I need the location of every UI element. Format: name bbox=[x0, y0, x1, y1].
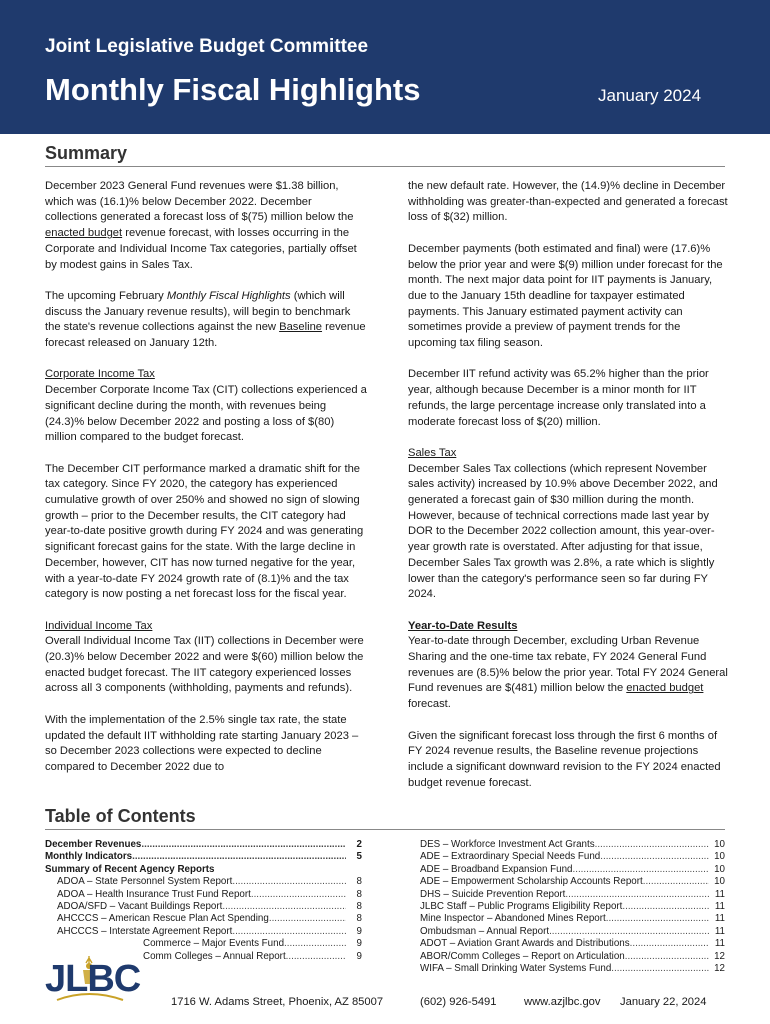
toc-entry-label: ADE – Empowerment Scholarship Accounts Report bbox=[420, 876, 643, 888]
summary-right-column bbox=[408, 179, 730, 791]
ytd-paragraph-2: Given the significant forecast loss through the first 6 months of FY 2024 revenue results, the Baseline revenue projections include a significant downward revision to the FY 2024 enacted budget revenue forecast. bbox=[408, 729, 721, 789]
page-title: Monthly Fiscal Highlights bbox=[45, 72, 421, 107]
toc-page-number: 10 bbox=[714, 876, 725, 888]
toc-page-number: 9 bbox=[356, 938, 362, 950]
toc-leader-dots bbox=[222, 901, 346, 913]
toc-page-number: 10 bbox=[714, 863, 725, 875]
toc-page-number: 10 bbox=[714, 851, 725, 863]
toc-page-number: 12 bbox=[714, 950, 725, 962]
toc-leader-dots bbox=[284, 938, 346, 950]
toc-entry-label: AHCCCS – American Rescue Plan Act Spending bbox=[57, 913, 269, 925]
toc-page-number: 11 bbox=[714, 888, 725, 900]
toc-left-column bbox=[45, 839, 362, 963]
toc-leader-dots bbox=[251, 889, 346, 901]
toc-entry-label: ADOA – Health Insurance Trust Fund Report bbox=[57, 888, 251, 900]
ytd-section: Year-to-Date Results Year-to-date through December, excluding Urban Revenue Sharing and the one-time tax rebate, FY 2024 General Fund revenues are (8.5)% below the prior year. Total FY 2024 General Fund revenues are $(481) million below the enacted budget forecast. bbox=[408, 619, 730, 713]
toc-entry-label: Mine Inspector – Abandoned Mines Report bbox=[420, 913, 606, 925]
toc-page-number: 11 bbox=[714, 938, 725, 950]
toc-entry-label: JLBC Staff – Public Programs Eligibility Report bbox=[420, 901, 623, 913]
toc-leader-dots bbox=[630, 938, 709, 950]
toc-entry[interactable] bbox=[420, 889, 725, 901]
toc-leader-dots bbox=[269, 913, 346, 925]
logo-text: JLBC bbox=[45, 958, 141, 1000]
toc-entry[interactable] bbox=[45, 839, 362, 851]
toc-divider bbox=[45, 829, 725, 830]
toc-page-number: 10 bbox=[714, 839, 725, 850]
toc-entry[interactable] bbox=[45, 926, 362, 938]
toc-entry-label: ADE – Extraordinary Special Needs Fund bbox=[420, 851, 601, 863]
withholding-paragraph: the new default rate. However, the (14.9)% decline in December withholding was greater-than-expected and generated a forecast loss of $(32) million. bbox=[408, 180, 728, 224]
ytd-heading: Year-to-Date Results bbox=[408, 619, 518, 632]
toc-entry[interactable] bbox=[45, 938, 362, 950]
toc-page-number: 9 bbox=[356, 950, 362, 962]
toc-right-column bbox=[420, 839, 725, 975]
toc-leader-dots bbox=[286, 951, 346, 963]
toc-leader-dots bbox=[622, 901, 709, 913]
toc-leader-dots bbox=[643, 876, 709, 888]
iit-heading: Individual Income Tax bbox=[45, 619, 153, 632]
baseline-link[interactable]: Baseline bbox=[279, 321, 323, 334]
sales-tax-heading: Sales Tax bbox=[408, 446, 457, 459]
toc-page-number: 11 bbox=[714, 913, 725, 925]
toc-page-number: 2 bbox=[356, 839, 362, 850]
toc-page-number: 11 bbox=[714, 901, 725, 913]
footer-date: January 22, 2024 bbox=[620, 996, 707, 1008]
toc-leader-dots bbox=[606, 913, 709, 925]
issue-date: January 2024 bbox=[598, 86, 702, 105]
toc-entry[interactable] bbox=[420, 938, 725, 950]
toc-entry-label: ABOR/Comm Colleges – Report on Articulation bbox=[420, 950, 625, 962]
summary-paragraph-1: December 2023 General Fund revenues were $1.38 billion, which was (16.1)% below December 2022. December collections generated a forecast loss of $(75) million below the enacted budget revenue forecast, with losses occurring in the Corporate and Individual Income Tax categories, partially offset by modest gains in Sales Tax. bbox=[45, 180, 357, 271]
ytd-enacted-budget-link[interactable]: enacted budget bbox=[626, 682, 704, 695]
toc-entry-label: DES – Workforce Investment Act Grants bbox=[420, 839, 595, 850]
toc-leader-dots bbox=[141, 839, 346, 851]
footer-address: 1716 W. Adams Street, Phoenix, AZ 85007 bbox=[171, 996, 384, 1008]
cit-heading: Corporate Income Tax bbox=[45, 368, 155, 381]
toc-entry-label: Ombudsman – Annual Report bbox=[420, 925, 550, 937]
toc-entry[interactable] bbox=[420, 926, 725, 938]
toc-entry-label: DHS – Suicide Prevention Report bbox=[420, 888, 566, 900]
toc-page-number: 5 bbox=[356, 851, 362, 863]
toc-leader-dots bbox=[611, 963, 709, 975]
toc-page-number: 8 bbox=[356, 901, 362, 913]
org-name: Joint Legislative Budget Committee bbox=[45, 36, 369, 57]
toc-entry-label: Monthly Indicators bbox=[45, 851, 133, 863]
cit-section: Corporate Income Tax December Corporate Income Tax (CIT) collections experienced a significant decline during the month, with revenues being (24.3)% below December 2022 and posting a loss of $(80) million compared to the budget forecast. bbox=[45, 368, 367, 444]
toc-page-number: 11 bbox=[714, 925, 725, 937]
toc-leader-dots bbox=[232, 876, 346, 888]
summary-left-column bbox=[45, 179, 367, 776]
toc-entry[interactable] bbox=[45, 889, 362, 901]
toc-entry[interactable] bbox=[45, 864, 362, 876]
toc-entry-label: Comm Colleges – Annual Report bbox=[143, 950, 286, 962]
toc-leader-dots bbox=[565, 889, 709, 901]
toc-page-number: 8 bbox=[356, 913, 362, 925]
toc-page-number: 8 bbox=[356, 876, 362, 888]
payments-paragraph: December payments (both estimated and final) were (17.6)% below the prior year and were $(9) million under forecast for the month. The next major data point for IIT payments is January, due to the January 15th deadline for taxpayer estimated payments. This January estimated payment activity can sometimes provide a preview of payment trends for the upcoming tax filing season. bbox=[408, 242, 723, 350]
toc-page-number: 12 bbox=[714, 963, 725, 975]
footer-phone: (602) 926-5491 bbox=[420, 996, 497, 1008]
toc-entry-label: AHCCCS – Interstate Agreement Report bbox=[57, 925, 233, 937]
toc-entry-label: ADOA – State Personnel System Report bbox=[57, 876, 233, 888]
toc-entry[interactable] bbox=[420, 963, 725, 975]
toc-entry[interactable] bbox=[420, 876, 725, 888]
summary-paragraph-2: The upcoming February Monthly Fiscal Highlights (which will discuss the January revenue results), will begin to benchmark the state's revenue collections against the new Baseline revenue forecast released on January 12th. bbox=[45, 289, 366, 350]
jlbc-logo bbox=[45, 954, 141, 1006]
cit-paragraph-2: The December CIT performance marked a dramatic shift for the tax category. Since FY 2020, the category has experienced cumulative growth of over 250% and showed no sign of slowing growth – prior to the December results, the CIT category had year-to-date positive growth during FY 2024 and was generating significant forecast gains for the state. With the large decline in December, however, CIT has now turned negative for the year, with a year-to-date FY 2024 growth rate of (8.1)% and the tax category is now posting a net forecast loss for the fiscal year. bbox=[45, 462, 364, 601]
toc-entry-label: Commerce – Major Events Fund bbox=[143, 938, 285, 950]
toc-leader-dots bbox=[625, 951, 709, 963]
toc-entry[interactable] bbox=[45, 901, 362, 913]
toc-page-number: 8 bbox=[356, 888, 362, 900]
toc-entry-label: ADE – Broadband Expansion Fund bbox=[420, 863, 573, 875]
toc-leader-dots bbox=[595, 839, 709, 851]
toc-entry[interactable] bbox=[45, 876, 362, 888]
toc-heading: Table of Contents bbox=[45, 806, 196, 826]
toc-page-number: 9 bbox=[356, 925, 362, 937]
header-banner bbox=[0, 0, 770, 134]
toc-leader-dots bbox=[573, 864, 710, 876]
sales-tax-section: Sales Tax December Sales Tax collections (which represent November sales activity) increased by 10.9% above December 2022, and generated a forecast gain of $30 million during the month. However, because of technical corrections made last year by DOR to the December 2022 collection amount, this year-over-year growth rate is overstated. After adjusting for that issue, December Sales Tax growth was 2.8%, a rate which is slightly lower than the category's performance seen so far during FY 2024. bbox=[408, 446, 730, 603]
toc-entry[interactable] bbox=[45, 913, 362, 925]
toc-entry[interactable] bbox=[420, 901, 725, 913]
summary-heading: Summary bbox=[45, 143, 128, 163]
toc-entry[interactable] bbox=[420, 951, 725, 963]
toc-entry[interactable] bbox=[45, 851, 362, 863]
enacted-budget-link[interactable]: enacted budget bbox=[45, 227, 123, 240]
refunds-paragraph: December IIT refund activity was 65.2% higher than the prior year, although because December is a minor month for IIT refunds, the large percentage increase only translated into a moderate forecast loss of $(20) million. bbox=[408, 368, 709, 428]
iit-section: Individual Income Tax Overall Individual Income Tax (IIT) collections in December were (20.3)% below December 2022 and were $(60) million below the enacted budget forecast. The IIT category experienced losses across all 3 components (withholding, payments and refunds). bbox=[45, 619, 367, 698]
toc-entry-label: WIFA – Small Drinking Water Systems Fund bbox=[420, 963, 612, 975]
toc-entry[interactable] bbox=[420, 851, 725, 863]
footer-website[interactable]: www.azjlbc.gov bbox=[524, 996, 601, 1008]
toc-entry[interactable] bbox=[420, 864, 725, 876]
toc-entry-label: ADOA/SFD – Vacant Buildings Report bbox=[57, 901, 223, 913]
toc-leader-dots bbox=[600, 851, 709, 863]
toc-entry[interactable] bbox=[420, 913, 725, 925]
toc-entry-label: Summary of Recent Agency Reports bbox=[45, 863, 215, 875]
toc-entry-label: ADOT – Aviation Grant Awards and Distributions bbox=[420, 938, 630, 950]
summary-divider bbox=[45, 166, 725, 167]
iit-paragraph-2: With the implementation of the 2.5% single tax rate, the state updated the default IIT withholding rate starting January 2023 – so December 2023 collections were expected to decline compared to December 2022 due to bbox=[45, 713, 359, 773]
toc-leader-dots bbox=[232, 926, 346, 938]
toc-entry[interactable] bbox=[420, 839, 725, 851]
toc-entry-label: December Revenues bbox=[45, 839, 142, 850]
toc-leader-dots bbox=[549, 926, 709, 938]
toc-leader-dots bbox=[132, 851, 346, 863]
